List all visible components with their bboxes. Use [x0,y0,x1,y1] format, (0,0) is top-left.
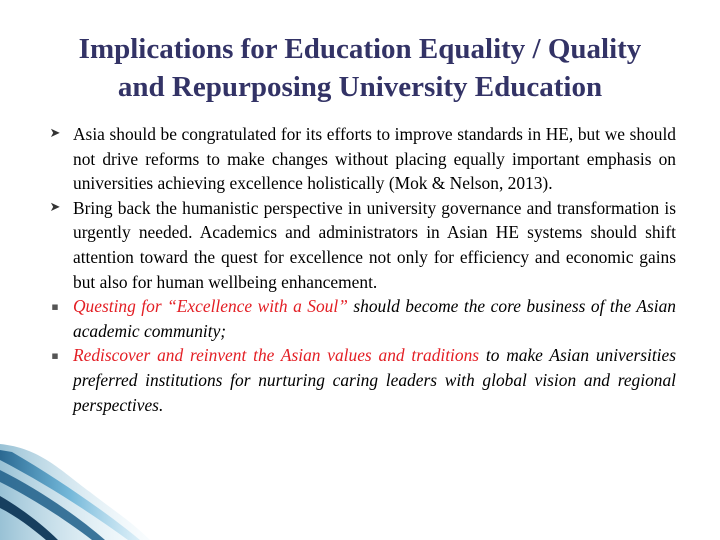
highlighted-text: Questing for “Excellence with a Soul” [73,296,348,317]
list-item [46,122,676,196]
dot-bullet-icon: ▪ [51,349,59,363]
list-item [46,196,676,294]
list-item-text: should become the core business of the Asian academic community; [73,296,676,341]
list-item [46,343,676,417]
dot-bullet-icon: ▪ [51,300,59,314]
slide-title-line-2: and Repurposing University Education [117,71,603,103]
bullet-list [46,122,676,417]
arrow-bullet-icon: ➤ [49,199,61,215]
list-item-text: to make Asian universities preferred institutions for nurturing caring leaders with global vision and regional perspectives. [73,345,676,415]
list-item-text: Bring back the humanistic perspective in university governance and transformation is urgently needed. Academics and administrators in Asian HE systems should shift attention toward the quest for excellence not only for efficiency and economic gains but also for human wellbeing enhancement. [73,197,676,292]
decorative-swoosh [0,440,720,540]
arrow-bullet-icon: ➤ [49,126,61,141]
list-item [46,294,676,343]
highlighted-text: Rediscover and reinvent the Asian values and traditions [73,345,480,366]
list-item-text: Asia should be congratulated for its efforts to improve standards in HE, but we should not drive reforms to make changes without placing equally important emphasis on universities achieving excellence holistically (Mok & Nelson, 2013). [73,124,676,194]
slide-title-line-1: Implications for Education Equality / Quality [78,33,642,65]
slide-title [30,30,690,106]
